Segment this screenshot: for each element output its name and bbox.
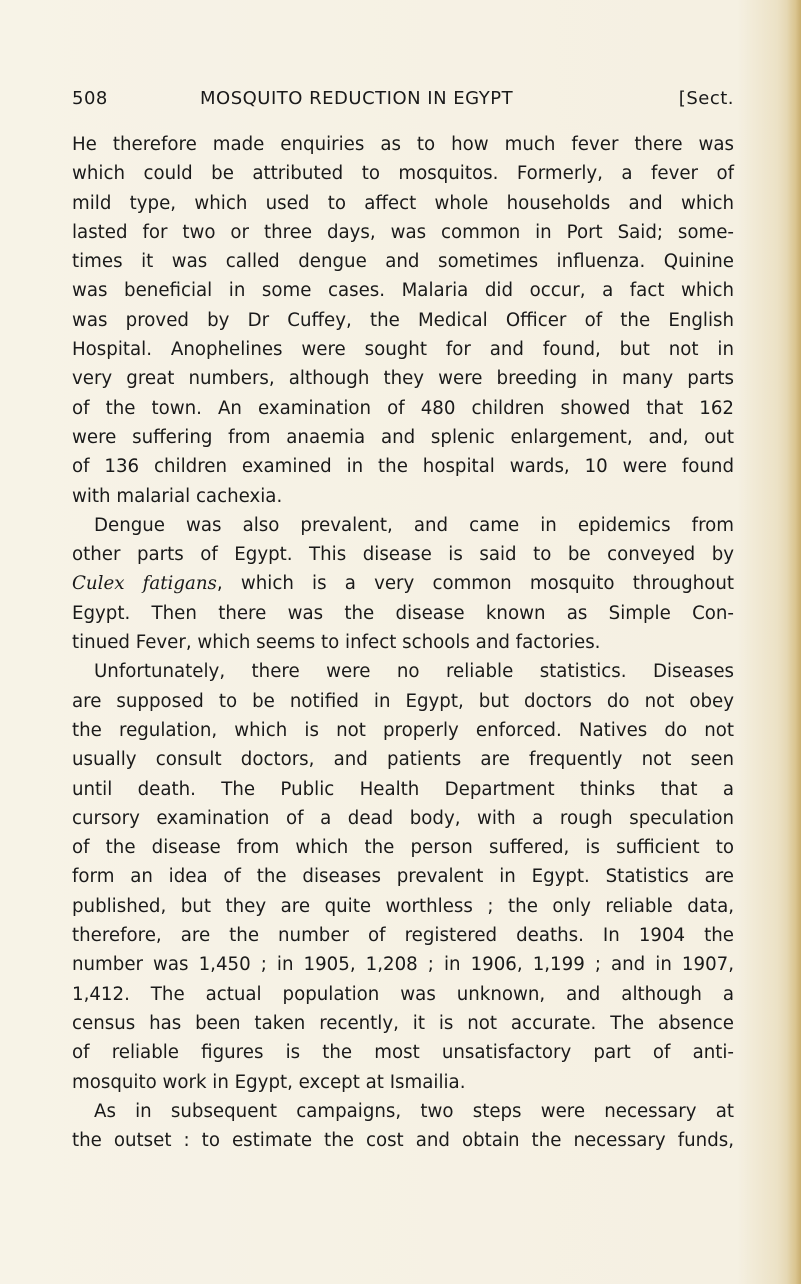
text-line: were suffering from anaemia and splenic enlargement, and, out (72, 426, 734, 448)
text-line: was proved by Dr Cuffey, the Medical Officer of the English (72, 309, 734, 331)
body-text (72, 130, 734, 1155)
running-title: MOSQUITO REDUCTION IN EGYPT (200, 88, 514, 109)
text-line: other parts of Egypt. This disease is said to be conveyed by (72, 544, 734, 566)
text-line: tinued Fever, which seems to infect schools and factories. (72, 632, 601, 654)
text-line: with malarial cachexia. (72, 485, 283, 507)
text-line: mosquito work in Egypt, except at Ismailia. (72, 1071, 466, 1093)
text-line: times it was called dengue and sometimes influenza. Quinine (72, 251, 734, 273)
text-line: the regulation, which is not properly enforced. Natives do not (72, 719, 734, 741)
text-line: published, but they are quite worthless ; the only reliable data, (72, 895, 734, 917)
text-line: Egypt. Then there was the disease known as Simple Con- (72, 602, 734, 624)
text-line: which could be attributed to mosquitos. Formerly, a fever of (72, 163, 734, 185)
page-number: 508 (72, 88, 108, 109)
text-line: was beneficial in some cases. Malaria did occur, a fact which (72, 280, 734, 302)
text-line: of the town. An examination of 480 children showed that 162 (72, 397, 734, 419)
paragraph-start-line: As in subsequent campaigns, two steps were necessary at (94, 1100, 734, 1122)
running-head (72, 88, 734, 116)
section-label: [Sect. (678, 88, 734, 109)
text-line: Hospital. Anophelines were sought for and found, but not in (72, 339, 734, 361)
text-line: form an idea of the diseases prevalent in Egypt. Statistics are (72, 866, 734, 888)
text-line (72, 569, 734, 598)
text-line: the outset : to estimate the cost and obtain the necessary funds, (72, 1130, 734, 1152)
text-line: of reliable figures is the most unsatisfactory part of anti- (72, 1042, 734, 1064)
text-line-rest: , which is a very common mosquito throughout (216, 573, 734, 595)
text-line: therefore, are the number of registered deaths. In 1904 the (72, 925, 734, 947)
text-line: census has been taken recently, it is not accurate. The absence (72, 1012, 734, 1034)
text-line: lasted for two or three days, was common in Port Said; some- (72, 221, 734, 243)
text-line: usually consult doctors, and patients are frequently not seen (72, 749, 734, 771)
species-name: Culex fatigans (72, 573, 217, 595)
paragraph-start-line: Unfortunately, there were no reliable statistics. Diseases (94, 661, 734, 683)
text-line: mild type, which used to affect whole households and which (72, 192, 734, 214)
text-line: cursory examination of a dead body, with a rough speculation (72, 807, 734, 829)
text-line: very great numbers, although they were breeding in many parts (72, 368, 734, 390)
text-line: until death. The Public Health Department thinks that a (72, 778, 734, 800)
text-line: 1,412. The actual population was unknown, and although a (72, 983, 734, 1005)
text-line: of 136 children examined in the hospital wards, 10 were found (72, 456, 734, 478)
paragraph-start-line: Dengue was also prevalent, and came in epidemics from (94, 514, 734, 536)
text-line: number was 1,450 ; in 1905, 1,208 ; in 1906, 1,199 ; and in 1907, (72, 954, 734, 976)
text-line: are supposed to be notified in Egypt, but doctors do not obey (72, 690, 734, 712)
text-line: of the disease from which the person suffered, is sufficient to (72, 837, 734, 859)
text-line: He therefore made enquiries as to how much fever there was (72, 134, 734, 155)
page-edge-shading (787, 0, 801, 1284)
